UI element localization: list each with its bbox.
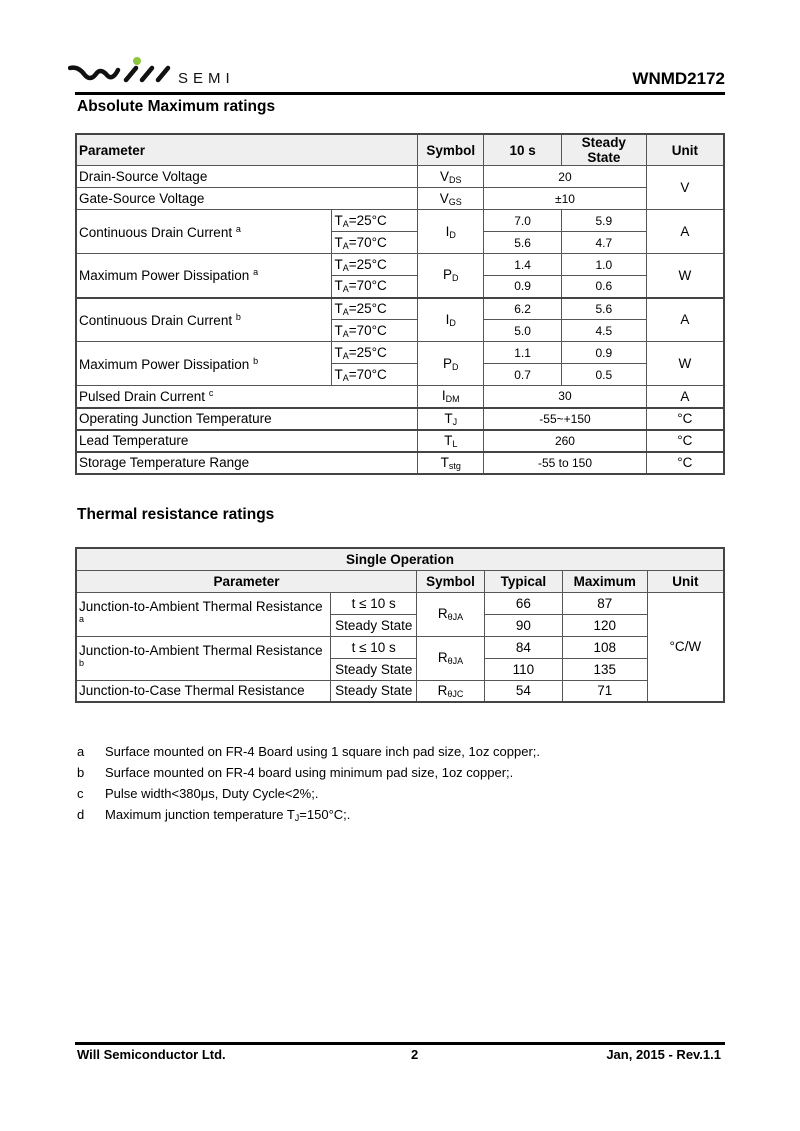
param-cell: Drain-Source Voltage	[76, 166, 418, 188]
value-cell: 5.6	[561, 298, 646, 320]
table-row	[76, 342, 724, 364]
footnotes	[77, 744, 540, 828]
value-cell: 1.1	[484, 342, 562, 364]
col-header-maximum: Maximum	[562, 570, 647, 592]
maximum-cell: 71	[562, 680, 647, 702]
param-cell: Continuous Drain Current $^b$	[76, 298, 332, 342]
value-cell: 0.6	[561, 276, 646, 298]
param-cell: Continuous Drain Current $^a$	[76, 210, 332, 254]
header-divider	[75, 92, 725, 95]
condition-cell: t ≤ 10 s	[331, 592, 417, 614]
table-row	[76, 166, 724, 188]
symbol-cell: $T_J$	[418, 408, 484, 430]
footnote-d	[77, 807, 540, 828]
condition-cell: Steady State	[331, 614, 417, 636]
col-header-unit: Unit	[646, 134, 724, 166]
footnote-a	[77, 744, 540, 765]
symbol-cell: $V_{GS}$	[418, 188, 484, 210]
value-cell: -55~+150	[484, 408, 646, 430]
symbol-cell: $T_L$	[418, 430, 484, 452]
symbol-cell: $R_{\theta JA}$	[417, 592, 485, 636]
abs-max-title: Absolute Maximum ratings	[77, 98, 276, 115]
group-header-row	[76, 548, 724, 570]
symbol-cell: $R_{\theta JC}$	[417, 680, 485, 702]
param-cell: Junction-to-Ambient Thermal Resistance $^a$	[76, 592, 331, 636]
col-header-unit: Unit	[647, 570, 724, 592]
footer-divider	[75, 1042, 725, 1045]
table-row	[76, 210, 724, 232]
footnote-text: Surface mounted on FR-4 board using minimum pad size, 1oz copper;.	[105, 765, 514, 780]
value-cell: 1.4	[484, 254, 562, 276]
thermal-table	[75, 547, 725, 703]
typical-cell: 84	[485, 636, 563, 658]
footnote-b	[77, 765, 540, 786]
symbol-cell: $T_{stg}$	[418, 452, 484, 474]
col-header-symbol: Symbol	[417, 570, 485, 592]
value-cell: 20	[484, 166, 646, 188]
value-cell: 0.9	[484, 276, 562, 298]
table-row	[76, 254, 724, 276]
value-cell: 7.0	[484, 210, 562, 232]
param-cell: Lead Temperature	[76, 430, 418, 452]
value-cell: 4.7	[561, 232, 646, 254]
table-header-row	[76, 570, 724, 592]
value-cell: 5.9	[561, 210, 646, 232]
footnote-c	[77, 786, 540, 807]
symbol-cell: $I_D$	[418, 210, 484, 254]
unit-cell: A	[646, 386, 724, 408]
value-cell: 6.2	[484, 298, 562, 320]
symbol-cell: $I_{DM}$	[418, 386, 484, 408]
table-row	[76, 386, 724, 408]
table-row	[76, 452, 724, 474]
page-header	[68, 56, 725, 96]
col-header-10s: 10 s	[484, 134, 562, 166]
condition-cell: $T_A=70^\circ C$	[332, 320, 418, 342]
condition-cell: $T_A=25^\circ C$	[332, 298, 418, 320]
footnote-text: Pulse width<380μs, Duty Cycle<2%;.	[105, 786, 319, 801]
condition-cell: $T_A=70^\circ C$	[332, 364, 418, 386]
param-cell: Junction-to-Case Thermal Resistance	[76, 680, 331, 702]
symbol-cell: $R_{\theta JA}$	[417, 636, 485, 680]
typical-cell: 90	[485, 614, 563, 636]
revision-date: Jan, 2015 - Rev.1.1	[606, 1047, 721, 1062]
typical-cell: 66	[485, 592, 563, 614]
value-cell: -55 to 150	[484, 452, 646, 474]
value-cell: 0.7	[484, 364, 562, 386]
unit-cell: V	[646, 166, 724, 210]
value-cell: ±10	[484, 188, 646, 210]
maximum-cell: 87	[562, 592, 647, 614]
maximum-cell: 120	[562, 614, 647, 636]
param-cell: Operating Junction Temperature	[76, 408, 418, 430]
table-row	[76, 680, 724, 702]
condition-cell: Steady State	[331, 680, 417, 702]
param-cell: Storage Temperature Range	[76, 452, 418, 474]
footnote-key: a	[77, 744, 85, 759]
symbol-cell: $P_D$	[418, 254, 484, 298]
typical-cell: 54	[485, 680, 563, 702]
footnote-text: Surface mounted on FR-4 Board using 1 square inch pad size, 1oz copper;.	[105, 744, 541, 759]
symbol-cell: $I_D$	[418, 298, 484, 342]
unit-cell: A	[646, 210, 724, 254]
footnote-text: Maximum junction temperature $T_J=150^\circ C$;.	[105, 807, 351, 823]
value-cell: 0.9	[561, 342, 646, 364]
col-header-parameter: Parameter	[76, 134, 418, 166]
footnote-key: b	[77, 765, 85, 780]
typical-cell: 110	[485, 658, 563, 680]
table-row	[76, 592, 724, 614]
value-cell: 260	[484, 430, 646, 452]
condition-cell: $T_A=25^\circ C$	[332, 342, 418, 364]
param-cell: Maximum Power Dissipation $^b$	[76, 342, 332, 386]
company-name: Will Semiconductor Ltd.	[77, 1047, 226, 1062]
col-header-parameter: Parameter	[76, 570, 417, 592]
value-cell: 30	[484, 386, 646, 408]
unit-cell: °C/W	[647, 592, 724, 702]
abs-max-table	[75, 133, 725, 475]
unit-cell: W	[646, 254, 724, 298]
col-header-symbol: Symbol	[418, 134, 484, 166]
unit-cell: °C	[646, 408, 724, 430]
table-header-row	[76, 134, 724, 166]
table-row	[76, 430, 724, 452]
symbol-cell: $P_D$	[418, 342, 484, 386]
param-cell: Junction-to-Ambient Thermal Resistance $^b$	[76, 636, 331, 680]
group-header-single-operation: Single Operation	[76, 548, 724, 570]
table-row	[76, 298, 724, 320]
condition-cell: $T_A=25^\circ C$	[332, 254, 418, 276]
condition-cell: $T_A=70^\circ C$	[332, 232, 418, 254]
table-row	[76, 188, 724, 210]
unit-cell: W	[646, 342, 724, 386]
condition-cell: Steady State	[331, 658, 417, 680]
maximum-cell: 135	[562, 658, 647, 680]
condition-cell: $T_A=25^\circ C$	[332, 210, 418, 232]
unit-cell: A	[646, 298, 724, 342]
value-cell: 0.5	[561, 364, 646, 386]
maximum-cell: 108	[562, 636, 647, 658]
col-header-typical: Typical	[485, 570, 563, 592]
table-row	[76, 636, 724, 658]
value-cell: 5.6	[484, 232, 562, 254]
table-row	[76, 408, 724, 430]
page-number: 2	[411, 1047, 419, 1062]
value-cell: 5.0	[484, 320, 562, 342]
document-id: WNMD2172	[632, 69, 725, 88]
brand-text: SEMI	[178, 70, 235, 87]
symbol-cell: $V_{DS}$	[418, 166, 484, 188]
col-header-steady-state: Steady State	[561, 134, 646, 166]
unit-cell: °C	[646, 430, 724, 452]
param-cell: Pulsed Drain Current $^c$	[76, 386, 418, 408]
condition-cell: t ≤ 10 s	[331, 636, 417, 658]
value-cell: 4.5	[561, 320, 646, 342]
footnote-key: d	[77, 807, 85, 822]
value-cell: 1.0	[561, 254, 646, 276]
condition-cell: $T_A=70^\circ C$	[332, 276, 418, 298]
unit-cell: °C	[646, 452, 724, 474]
param-cell: Maximum Power Dissipation $^a$	[76, 254, 332, 298]
param-cell: Gate-Source Voltage	[76, 188, 418, 210]
thermal-title: Thermal resistance ratings	[77, 506, 275, 523]
footnote-key: c	[77, 786, 84, 801]
